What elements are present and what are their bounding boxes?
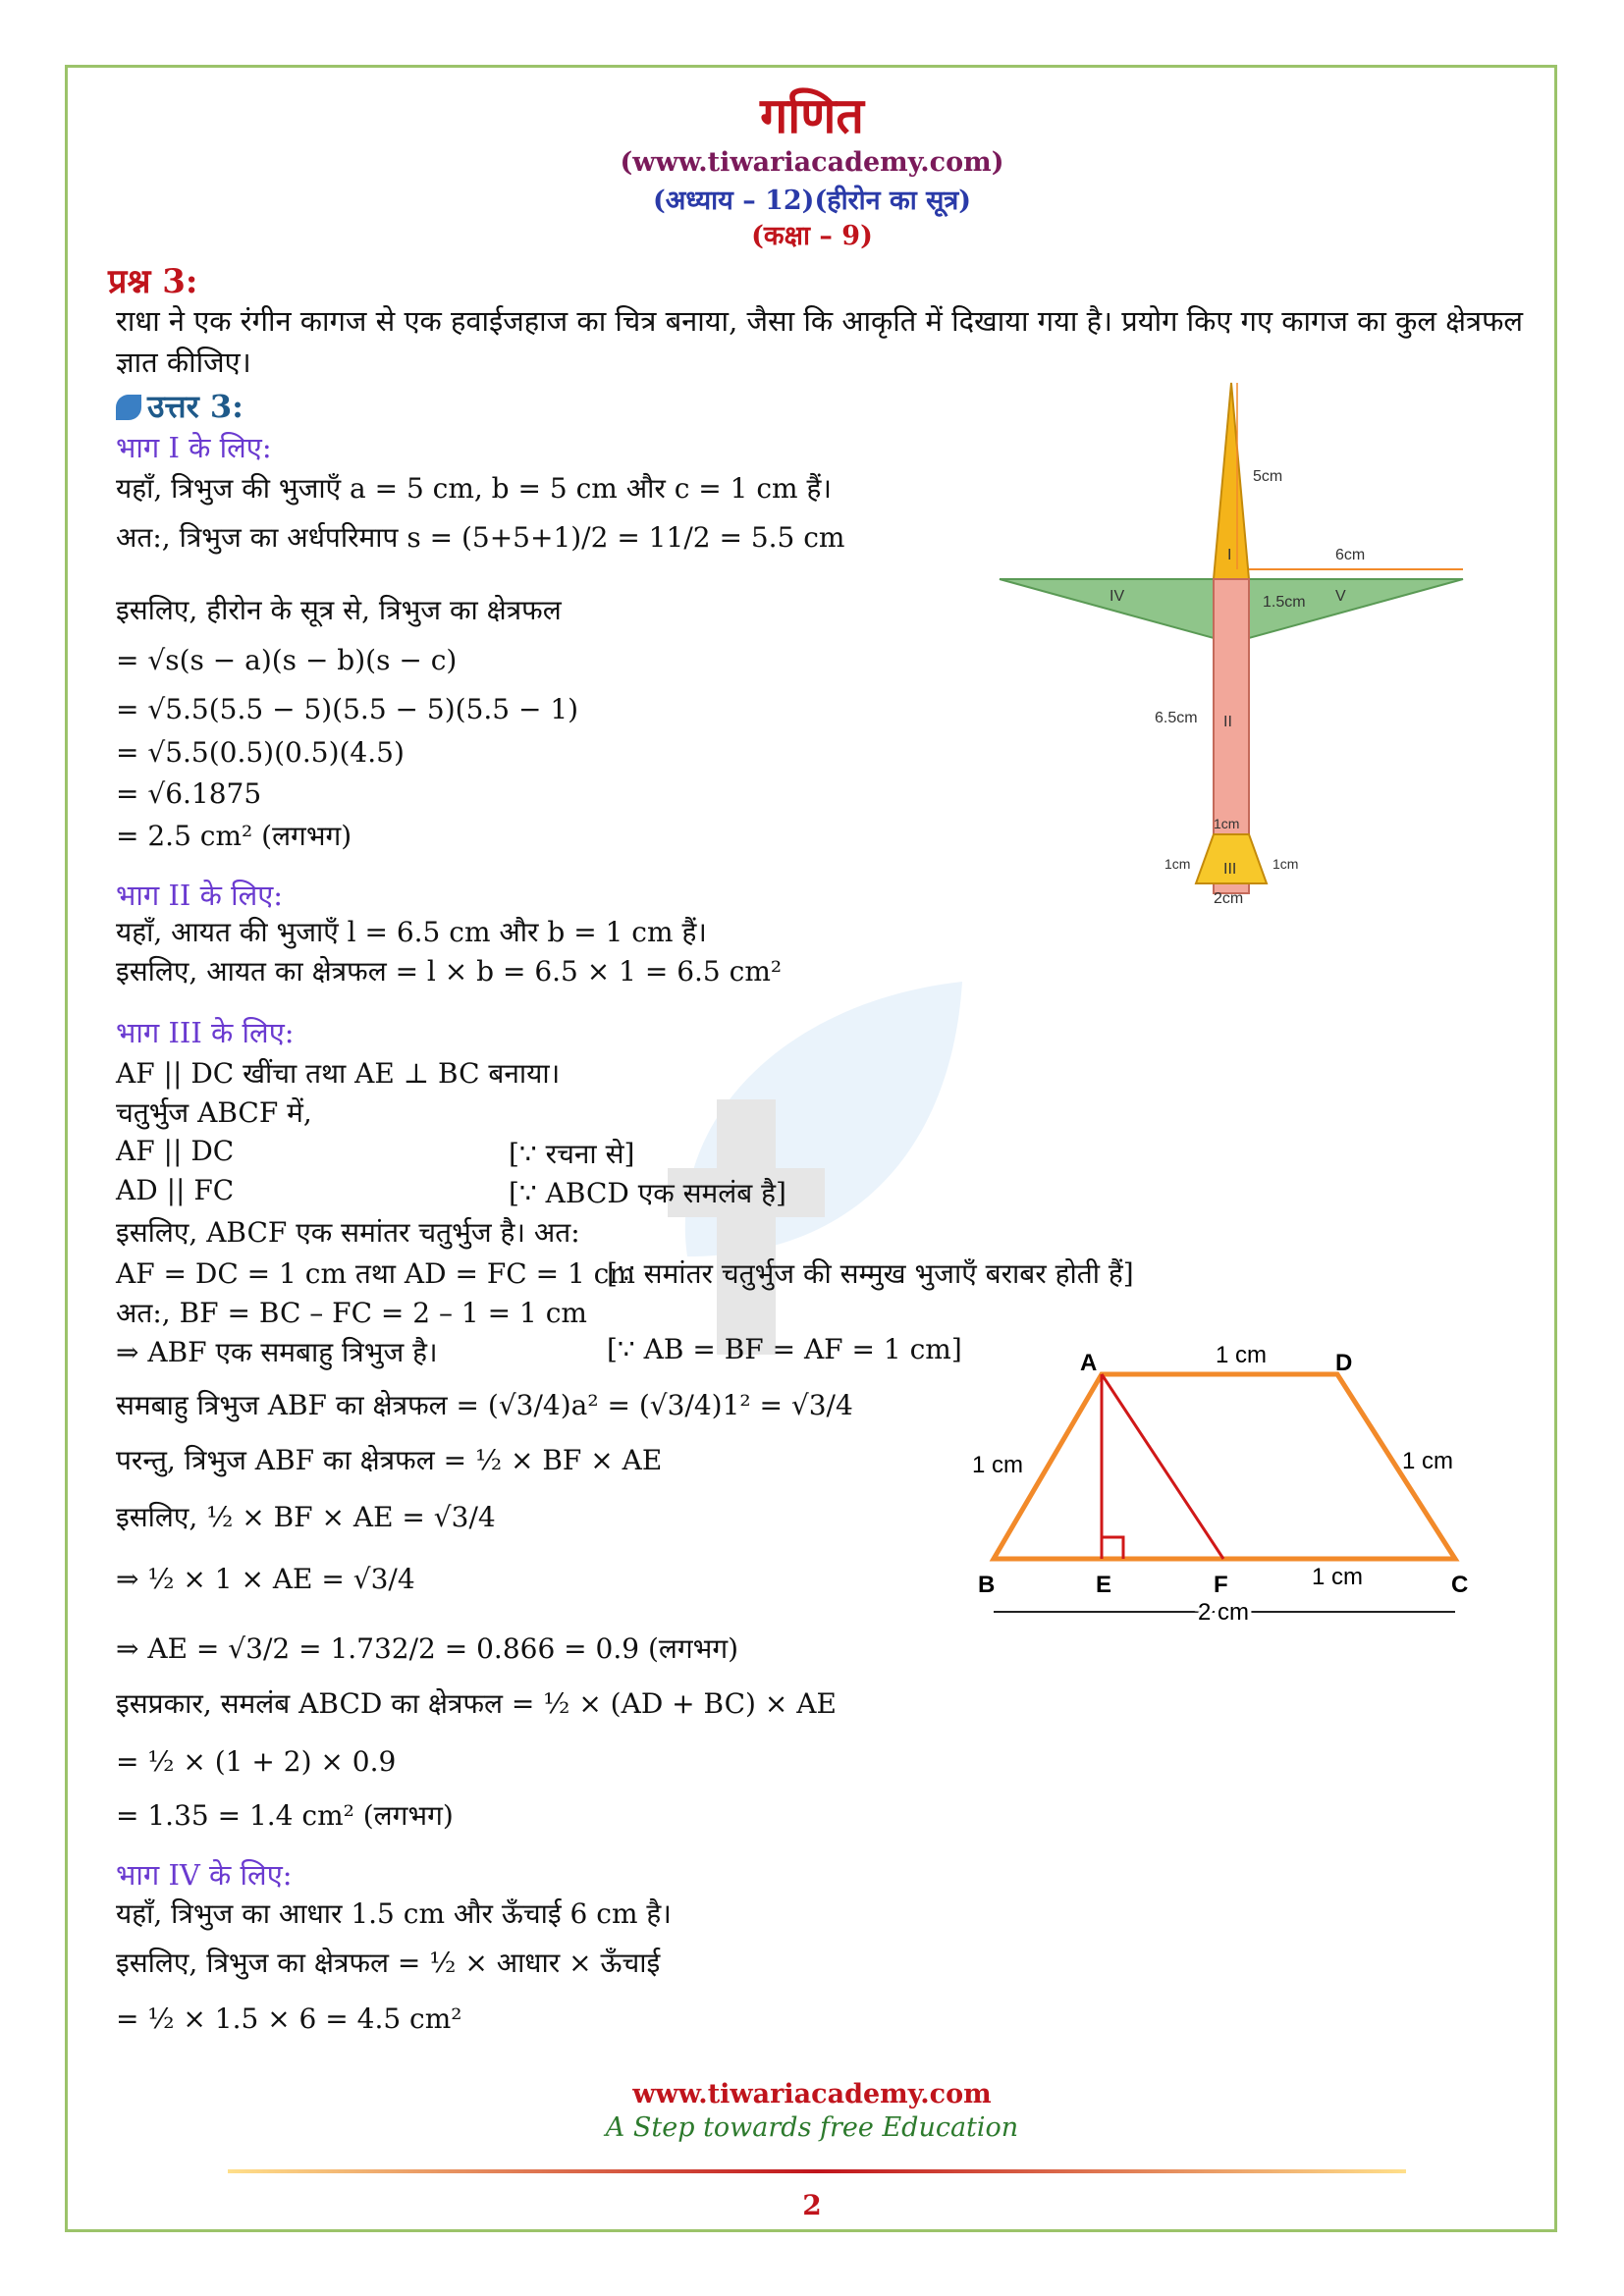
trapezium-figure bbox=[962, 1345, 1492, 1639]
part1-line: = √5.5(0.5)(0.5)(4.5) bbox=[116, 736, 405, 769]
part1-line: = 2.5 cm² (लगभग) bbox=[116, 820, 352, 852]
plane-wing-iv bbox=[1000, 579, 1214, 638]
chapter-title: (अध्याय – 12)(हीरोन का सूत्र) bbox=[652, 186, 972, 216]
plane-label: 1.5cm bbox=[1263, 594, 1306, 611]
plane-label: 1cm bbox=[1272, 856, 1299, 872]
part3-line: ⇒ ½ × 1 × AE = √3/4 bbox=[116, 1563, 415, 1595]
part1-line: = √6.1875 bbox=[116, 777, 262, 810]
part4-line: इसलिए, त्रिभुज का क्षेत्रफल = ½ × आधार × ऊँचाई bbox=[116, 1947, 661, 1979]
question-text: राधा ने एक रंगीन कागज से एक हवाईजहाज का चित्र बनाया, जैसा कि आकृति में दिखाया गया है। प्रयोग किए गए कागज का कुल क्षेत्रफल ज्ञात कीजिए। bbox=[116, 304, 1524, 379]
part4-heading: भाग IV के लिए: bbox=[116, 1858, 293, 1892]
part3-line: समबाहु त्रिभुज ABF का क्षेत्रफल = (√3/4)a² = (√3/4)1² = √3/4 bbox=[116, 1389, 853, 1421]
part1-line: इसलिए, हीरोन के सूत्र से, त्रिभुज का क्षेत्रफल bbox=[116, 594, 562, 626]
part3-line: = ½ × (1 + 2) × 0.9 bbox=[116, 1745, 397, 1778]
side-label: 1 cm bbox=[1216, 1345, 1268, 1368]
trapezium-abcd bbox=[994, 1374, 1455, 1559]
part4-line: यहाँ, त्रिभुज का आधार 1.5 cm और ऊँचाई 6 cm है। bbox=[116, 1897, 672, 1930]
side-label: 1 cm bbox=[972, 1452, 1024, 1478]
part3-line: परन्तु, त्रिभुज ABF का क्षेत्रफल = ½ × BF × AE bbox=[116, 1444, 663, 1476]
plane-label: V bbox=[1335, 588, 1346, 605]
part3-line: AF || DC bbox=[116, 1135, 235, 1167]
part1-line: = √5.5(5.5 − 5)(5.5 − 5)(5.5 − 1) bbox=[116, 693, 579, 725]
part3-reason: [∵ AB = BF = AF = 1 cm] bbox=[607, 1333, 962, 1365]
part3-line: चतुर्भुज ABCF में, bbox=[116, 1096, 312, 1129]
part2-line: इसलिए, आयत का क्षेत्रफल = l × b = 6.5 × 1 = 6.5 cm² bbox=[116, 955, 783, 988]
answer-label: उत्तर 3: bbox=[116, 385, 244, 427]
footer-url[interactable]: www.tiwariacademy.com bbox=[632, 2079, 992, 2109]
part3-line: इसलिए, ½ × BF × AE = √3/4 bbox=[116, 1501, 496, 1533]
part3-line: अत:, BF = BC – FC = 2 – 1 = 1 cm bbox=[116, 1297, 587, 1329]
plane-label: 5cm bbox=[1253, 468, 1283, 485]
side-label: 1 cm bbox=[1312, 1564, 1364, 1590]
part3-line: AD || FC bbox=[116, 1174, 235, 1206]
website-link[interactable]: (www.tiwariacademy.com) bbox=[620, 147, 1004, 178]
plane-label: IV bbox=[1110, 588, 1125, 605]
plane-label: 1cm bbox=[1164, 856, 1191, 872]
part1-line: अत:, त्रिभुज का अर्धपरिमाप s = (5+5+1)/2 = 11/2 = 5.5 cm bbox=[116, 521, 845, 554]
side-label: 1 cm bbox=[1402, 1448, 1454, 1474]
part3-line: ⇒ AE = √3/2 = 1.732/2 = 0.866 = 0.9 (लगभग) bbox=[116, 1632, 739, 1665]
part3-line: ⇒ ABF एक समबाहु त्रिभुज है। bbox=[116, 1336, 438, 1368]
plane-label: 6.5cm bbox=[1155, 710, 1198, 726]
part3-line: AF || DC खींचा तथा AE ⊥ BC बनाया। bbox=[116, 1057, 561, 1090]
footer-tagline: A Step towards free Education bbox=[605, 2112, 1019, 2143]
plane-label: 1cm bbox=[1214, 816, 1240, 831]
part2-heading: भाग II के लिए: bbox=[116, 879, 284, 912]
footer-divider bbox=[228, 2169, 1406, 2173]
part1-heading: भाग I के लिए: bbox=[116, 431, 272, 464]
plane-label: III bbox=[1223, 861, 1237, 878]
plane-figure bbox=[992, 373, 1483, 923]
part3-line: इसप्रकार, समलंब ABCD का क्षेत्रफल = ½ × (AD + BC) × AE bbox=[116, 1687, 837, 1720]
plane-label: II bbox=[1223, 714, 1232, 730]
part3-reason: [∵ समांतर चतुर्भुज की सम्मुख भुजाएँ बराबर होती हैं] bbox=[607, 1257, 1134, 1290]
trapezium-af bbox=[1102, 1374, 1223, 1559]
right-angle-mark bbox=[1102, 1537, 1123, 1559]
part1-line: = √s(s − a)(s − b)(s − c) bbox=[116, 644, 458, 676]
vertex-label: C bbox=[1451, 1572, 1469, 1598]
answer-icon bbox=[116, 395, 141, 420]
question-label: प्रश्न 3: bbox=[108, 262, 198, 301]
class-label: (कक्षा – 9) bbox=[751, 221, 873, 251]
plane-label: 6cm bbox=[1335, 547, 1366, 563]
part3-line: = 1.35 = 1.4 cm² (लगभग) bbox=[116, 1799, 454, 1832]
part1-line: यहाँ, त्रिभुज की भुजाएँ a = 5 cm, b = 5 cm और c = 1 cm हैं। bbox=[116, 472, 832, 505]
part2-line: यहाँ, आयत की भुजाएँ l = 6.5 cm और b = 1 cm हैं। bbox=[116, 916, 707, 948]
plane-label: 2cm bbox=[1214, 890, 1244, 907]
part3-reason: [∵ ABCD एक समलंब है] bbox=[509, 1177, 786, 1209]
vertex-label: E bbox=[1096, 1572, 1112, 1598]
plane-label: I bbox=[1227, 547, 1232, 563]
part3-reason: [∵ रचना से] bbox=[509, 1138, 635, 1170]
vertex-label: F bbox=[1214, 1572, 1228, 1598]
vertex-label: B bbox=[978, 1572, 996, 1598]
part3-line: AF = DC = 1 cm तथा AD = FC = 1 cm bbox=[116, 1257, 635, 1290]
page-number: 2 bbox=[802, 2189, 822, 2221]
page-title: गणित bbox=[760, 86, 864, 144]
tiwari-watermark-logo bbox=[628, 962, 1001, 1374]
vertex-label: A bbox=[1080, 1350, 1098, 1376]
part4-line: = ½ × 1.5 × 6 = 4.5 cm² bbox=[116, 2002, 462, 2035]
side-label: 2 cm bbox=[1198, 1599, 1250, 1626]
part3-heading: भाग III के लिए: bbox=[116, 1016, 295, 1049]
vertex-label: D bbox=[1335, 1350, 1353, 1376]
part3-line: इसलिए, ABCF एक समांतर चतुर्भुज है। अत: bbox=[116, 1216, 580, 1249]
